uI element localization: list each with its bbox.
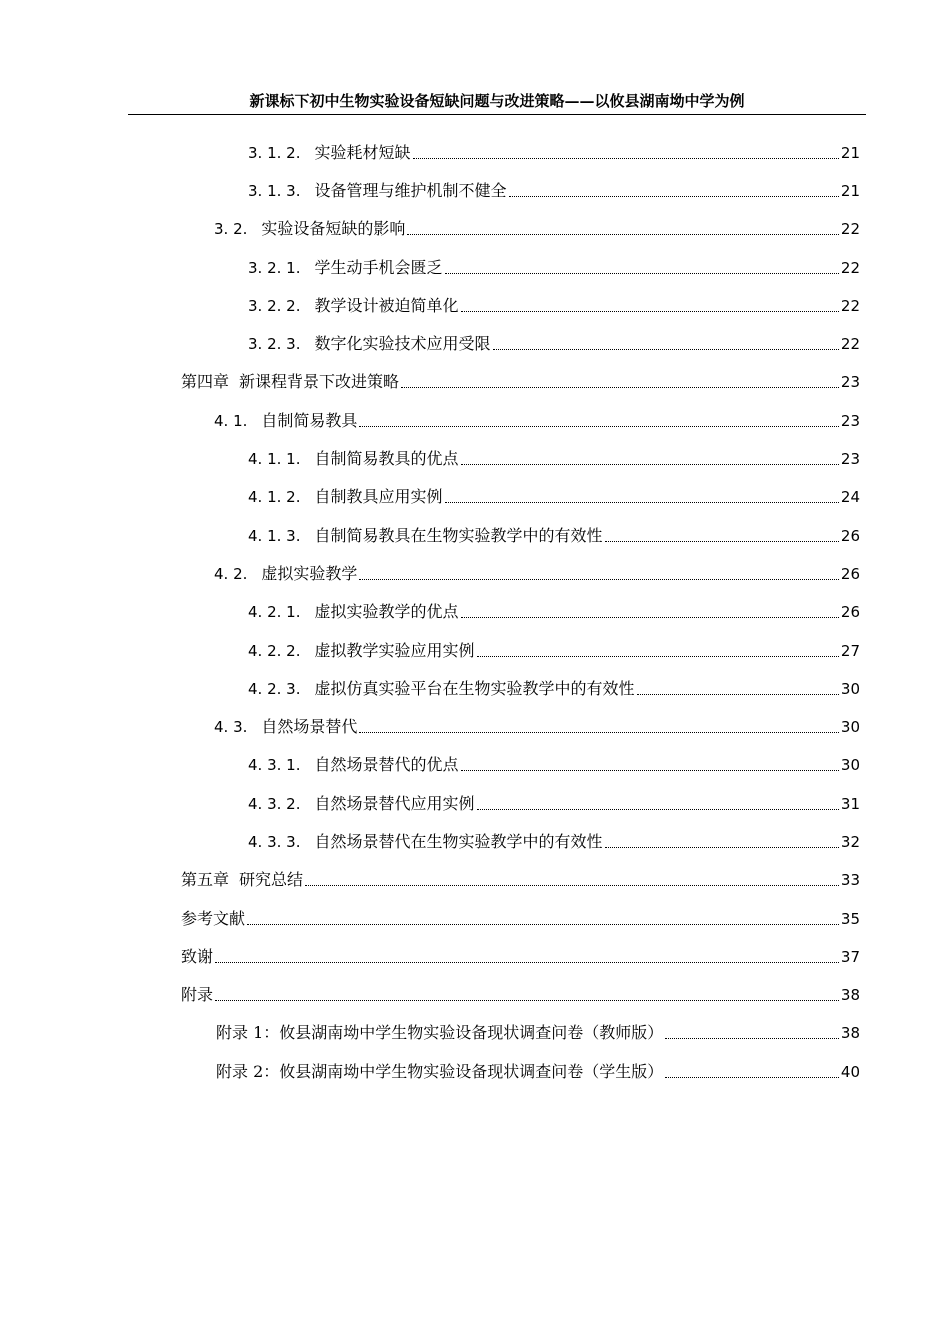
toc-entry-title: 虚拟实验教学 <box>261 563 358 583</box>
toc-entry[interactable] <box>0 247 950 285</box>
toc-entry-page: 23 <box>840 373 860 392</box>
toc-entry-title: 自然场景替代的优点 <box>314 755 459 775</box>
toc-entry-page: 38 <box>840 1024 860 1043</box>
toc-entry-number: 4. 3. 1. <box>248 756 301 775</box>
toc-entry-page: 23 <box>840 450 860 469</box>
toc-entry-number: 4. 1. 2. <box>248 488 301 507</box>
toc-entry-title: 实验设备短缺的影响 <box>261 219 406 239</box>
toc-entry[interactable] <box>0 821 950 859</box>
toc-dot-leader <box>665 1077 839 1078</box>
toc-entry-number: 4. 1. 1. <box>248 450 301 469</box>
toc-dot-leader <box>493 349 839 350</box>
toc-dot-leader <box>477 809 839 810</box>
toc-entry[interactable] <box>0 1051 950 1089</box>
toc-entry-number: 4. 3. <box>214 718 248 737</box>
toc-entry-number: 4. 3. 2. <box>248 794 301 813</box>
toc-dot-leader <box>215 1000 839 1001</box>
table-of-contents <box>0 132 950 1089</box>
toc-entry-number: 第四章 <box>181 372 230 392</box>
toc-entry-title: 教学设计被迫简单化 <box>314 295 459 315</box>
toc-entry-title: 自然场景替代 <box>261 717 358 737</box>
toc-entry-page: 30 <box>840 718 860 737</box>
toc-entry-page: 33 <box>840 871 860 890</box>
toc-entry-number: 4. 1. 3. <box>248 526 301 545</box>
toc-entry[interactable] <box>0 860 950 898</box>
toc-entry[interactable] <box>0 438 950 476</box>
toc-dot-leader <box>401 387 839 388</box>
toc-entry[interactable] <box>0 132 950 170</box>
toc-entry-title: 实验耗材短缺 <box>314 142 411 162</box>
toc-entry-title: 研究总结 <box>239 870 304 890</box>
toc-entry-page: 24 <box>840 488 860 507</box>
toc-entry-title: 虚拟实验教学的优点 <box>314 602 459 622</box>
toc-entry-title: 设备管理与维护机制不健全 <box>314 180 507 200</box>
toc-entry[interactable] <box>0 323 950 361</box>
toc-entry[interactable] <box>0 668 950 706</box>
toc-dot-leader <box>605 847 839 848</box>
toc-entry[interactable] <box>0 285 950 323</box>
toc-entry-number: 第五章 <box>181 870 230 890</box>
toc-entry[interactable] <box>0 515 950 553</box>
toc-entry-title: 自然场景替代应用实例 <box>314 793 475 813</box>
toc-entry-number: 4. 2. 2. <box>248 641 301 660</box>
toc-entry-page: 23 <box>840 411 860 430</box>
toc-dot-leader <box>461 311 839 312</box>
toc-entry-number: 4. 2. 3. <box>248 679 301 698</box>
toc-entry-title: 新课程背景下改进策略 <box>239 372 400 392</box>
toc-entry-page: 21 <box>840 143 860 162</box>
running-header: 新课标下初中生物实验设备短缺问题与改进策略——以攸县湖南坳中学为例 <box>128 90 866 115</box>
toc-entry-title: 参考文献 <box>181 908 246 928</box>
toc-entry-page: 30 <box>840 679 860 698</box>
toc-entry-title: 自然场景替代在生物实验教学中的有效性 <box>314 831 603 851</box>
toc-entry-number: 3. 2. 2. <box>248 296 301 315</box>
toc-entry-number: 4. 1. <box>214 411 248 430</box>
toc-entry[interactable] <box>0 209 950 247</box>
toc-entry-number: 4. 2. 1. <box>248 603 301 622</box>
toc-dot-leader <box>445 273 839 274</box>
toc-entry-title: 附录 <box>181 985 214 1005</box>
toc-entry-number: 4. 2. <box>214 564 248 583</box>
toc-dot-leader <box>605 541 839 542</box>
toc-entry-title: 学生动手机会匮乏 <box>314 257 443 277</box>
toc-entry-page: 27 <box>840 641 860 660</box>
toc-entry-title: 自制简易教具 <box>261 410 358 430</box>
toc-entry-title: 数字化实验技术应用受限 <box>314 334 491 354</box>
toc-entry[interactable] <box>0 898 950 936</box>
toc-entry-page: 31 <box>840 794 860 813</box>
toc-entry-number: 3. 1. 3. <box>248 181 301 200</box>
toc-entry-title: 自制简易教具在生物实验教学中的有效性 <box>314 525 603 545</box>
toc-entry-title: 致谢 <box>181 946 214 966</box>
toc-entry-page: 32 <box>840 832 860 851</box>
toc-dot-leader <box>359 426 838 427</box>
toc-entry[interactable] <box>0 362 950 400</box>
toc-entry-page: 21 <box>840 181 860 200</box>
toc-entry-title: 附录 2：攸县湖南坳中学生物实验设备现状调查问卷（学生版） <box>216 1061 664 1081</box>
toc-entry-page: 22 <box>840 220 860 239</box>
toc-entry[interactable] <box>0 553 950 591</box>
toc-dot-leader <box>359 579 838 580</box>
toc-entry-page: 22 <box>840 258 860 277</box>
toc-entry-page: 26 <box>840 603 860 622</box>
toc-entry-page: 22 <box>840 296 860 315</box>
toc-entry-title: 附录 1：攸县湖南坳中学生物实验设备现状调查问卷（教师版） <box>216 1023 664 1043</box>
toc-dot-leader <box>461 617 839 618</box>
toc-entry-number: 3. 1. 2. <box>248 143 301 162</box>
toc-entry-title: 虚拟教学实验应用实例 <box>314 640 475 660</box>
toc-entry[interactable] <box>0 1013 950 1051</box>
toc-entry[interactable] <box>0 477 950 515</box>
toc-dot-leader <box>477 656 839 657</box>
toc-dot-leader <box>445 502 839 503</box>
toc-dot-leader <box>637 694 839 695</box>
toc-entry[interactable] <box>0 706 950 744</box>
toc-dot-leader <box>305 885 839 886</box>
toc-entry-title: 自制简易教具的优点 <box>314 449 459 469</box>
toc-entry-number: 3. 2. 3. <box>248 335 301 354</box>
toc-dot-leader <box>461 770 839 771</box>
toc-entry-page: 30 <box>840 756 860 775</box>
toc-entry-title: 自制教具应用实例 <box>314 487 443 507</box>
toc-entry-page: 37 <box>840 947 860 966</box>
toc-dot-leader <box>665 1038 839 1039</box>
toc-entry[interactable] <box>0 975 950 1013</box>
toc-entry-number: 4. 3. 3. <box>248 832 301 851</box>
toc-entry-number: 3. 2. <box>214 220 248 239</box>
toc-dot-leader <box>413 158 839 159</box>
toc-entry[interactable] <box>0 783 950 821</box>
toc-entry-page: 35 <box>840 909 860 928</box>
toc-entry-title: 虚拟仿真实验平台在生物实验教学中的有效性 <box>314 678 635 698</box>
toc-entry-page: 22 <box>840 335 860 354</box>
toc-entry[interactable] <box>0 592 950 630</box>
toc-entry-page: 38 <box>840 986 860 1005</box>
toc-dot-leader <box>215 962 839 963</box>
toc-entry-page: 26 <box>840 564 860 583</box>
toc-dot-leader <box>509 196 839 197</box>
toc-dot-leader <box>247 924 839 925</box>
toc-entry[interactable] <box>0 630 950 668</box>
toc-entry-number: 3. 2. 1. <box>248 258 301 277</box>
toc-dot-leader <box>359 732 838 733</box>
toc-entry-page: 40 <box>840 1062 860 1081</box>
toc-entry[interactable] <box>0 400 950 438</box>
toc-dot-leader <box>407 234 838 235</box>
toc-dot-leader <box>461 464 839 465</box>
toc-entry[interactable] <box>0 170 950 208</box>
toc-entry-page: 26 <box>840 526 860 545</box>
toc-entry[interactable] <box>0 745 950 783</box>
toc-entry[interactable] <box>0 936 950 974</box>
